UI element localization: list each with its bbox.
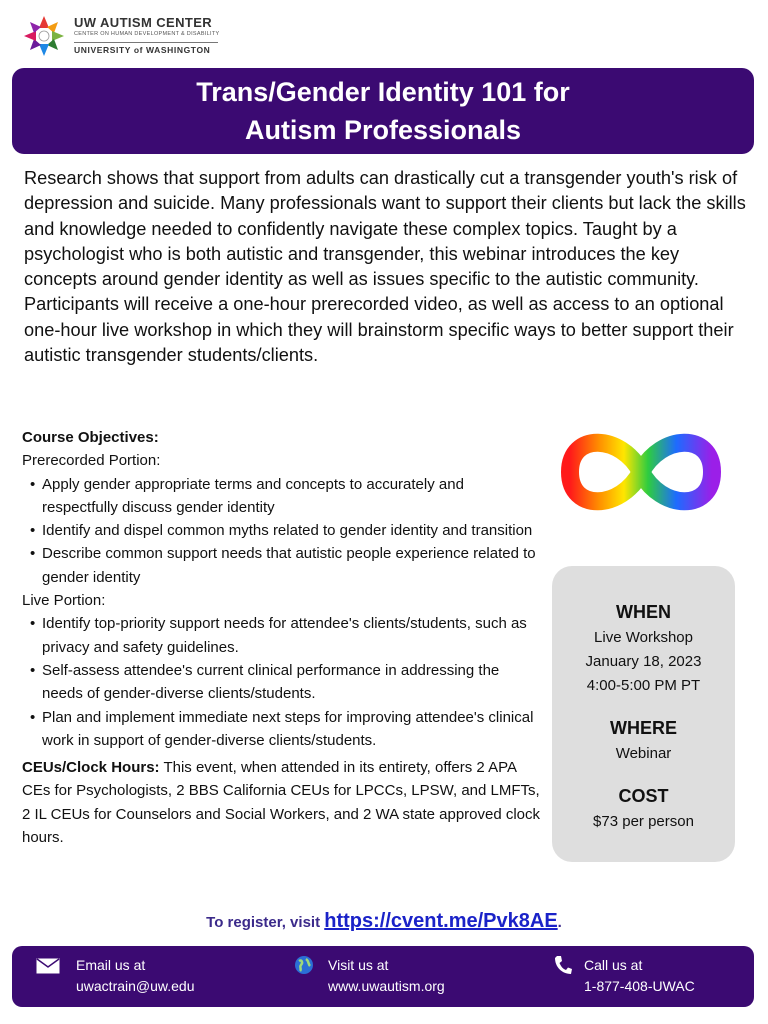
org-subtitle: CENTER ON HUMAN DEVELOPMENT & DISABILITY bbox=[74, 31, 220, 37]
uw-autism-center-logo bbox=[22, 12, 222, 58]
cost-value: $73 per person bbox=[593, 813, 694, 830]
list-item: • Identify and dispel common myths related to gender identity and transition bbox=[22, 519, 542, 542]
ceus-label: CEUs/Clock Hours: bbox=[22, 759, 160, 777]
where-heading: WHERE bbox=[610, 718, 677, 738]
cost-heading: COST bbox=[618, 786, 669, 806]
web-label: Visit us at bbox=[328, 957, 389, 973]
phone-icon bbox=[554, 955, 572, 975]
list-item: • Describe common support needs that autistic people experience related to gender identity bbox=[22, 542, 542, 589]
ceus-paragraph bbox=[22, 756, 542, 849]
when-date: January 18, 2023 bbox=[585, 653, 702, 670]
register-prefix: To register, visit bbox=[206, 914, 321, 931]
email-value[interactable]: uwactrain@uw.edu bbox=[76, 978, 195, 994]
page-title-line1: Trans/Gender Identity 101 for bbox=[196, 77, 570, 107]
register-line bbox=[0, 910, 768, 933]
phone-label: Call us at bbox=[584, 957, 643, 973]
event-details-box bbox=[552, 566, 735, 862]
intro-paragraph: Research shows that support from adults can drastically cut a transgender youth's risk of depression and suicide. Many professionals want to support their clients but lack the skills and knowledge needed to confidently navigate these complex topics. Taught by a psychologist who is both autistic and transgender, this webinar introduces the key concepts around gender identity as well as issues specific to the autistic community. Participants will receive a one-hour prerecorded video, as well as access to an optional one-hour live workshop in which they will brainstorm specific ways to better support their autistic transgender students/clients. bbox=[24, 168, 746, 366]
when-heading: WHEN bbox=[616, 602, 671, 622]
ceus-text: This event, when attended in its entirety, offers 2 APA CEs for Psychologists, 2 BBS California CEUs for LPCCs, LPSW, and LMFTs, 2 IL CEUs for Counselors and Social Workers, and 2 WA state approved clock hours. bbox=[22, 759, 541, 847]
register-link[interactable]: https://cvent.me/Pvk8AE bbox=[324, 910, 558, 932]
envelope-icon bbox=[36, 958, 60, 974]
email-label: Email us at bbox=[76, 957, 146, 973]
when-time: 4:00-5:00 PM PT bbox=[586, 677, 701, 694]
university-name: UNIVERSITY of WASHINGTON bbox=[74, 44, 211, 55]
globe-icon bbox=[294, 955, 314, 975]
title-banner bbox=[12, 68, 754, 154]
contact-footer bbox=[12, 946, 754, 1007]
when-line1: Live Workshop bbox=[594, 629, 693, 646]
prerecorded-label: Prerecorded Portion: bbox=[22, 452, 161, 470]
list-item: • Apply gender appropriate terms and concepts to accurately and respectfully discuss gender identity bbox=[22, 473, 542, 520]
list-item: • Self-assess attendee's current clinical performance in addressing the needs of gender-diverse clients/students. bbox=[22, 659, 542, 706]
prerecorded-list bbox=[22, 473, 542, 589]
list-item: • Plan and implement immediate next steps for improving attendee's clinical work in support of gender-diverse clients/students. bbox=[22, 706, 542, 753]
live-label: Live Portion: bbox=[22, 592, 106, 610]
objectives-heading: Course Objectives: bbox=[22, 429, 159, 446]
phone-value[interactable]: 1-877-408-UWAC bbox=[584, 978, 695, 994]
register-suffix: . bbox=[557, 914, 562, 931]
list-item: • Identify top-priority support needs for attendee's clients/students, such as privacy and safety guidelines. bbox=[22, 612, 542, 659]
logo-divider bbox=[74, 42, 218, 43]
where-value: Webinar bbox=[615, 745, 672, 762]
rainbow-infinity-icon bbox=[556, 422, 726, 522]
course-objectives bbox=[22, 426, 542, 849]
page-title-line2: Autism Professionals bbox=[244, 115, 522, 145]
org-name: UW AUTISM CENTER bbox=[74, 15, 213, 30]
logo-mark-icon bbox=[22, 14, 66, 58]
live-list bbox=[22, 612, 542, 752]
web-value[interactable]: www.uwautism.org bbox=[328, 978, 445, 994]
